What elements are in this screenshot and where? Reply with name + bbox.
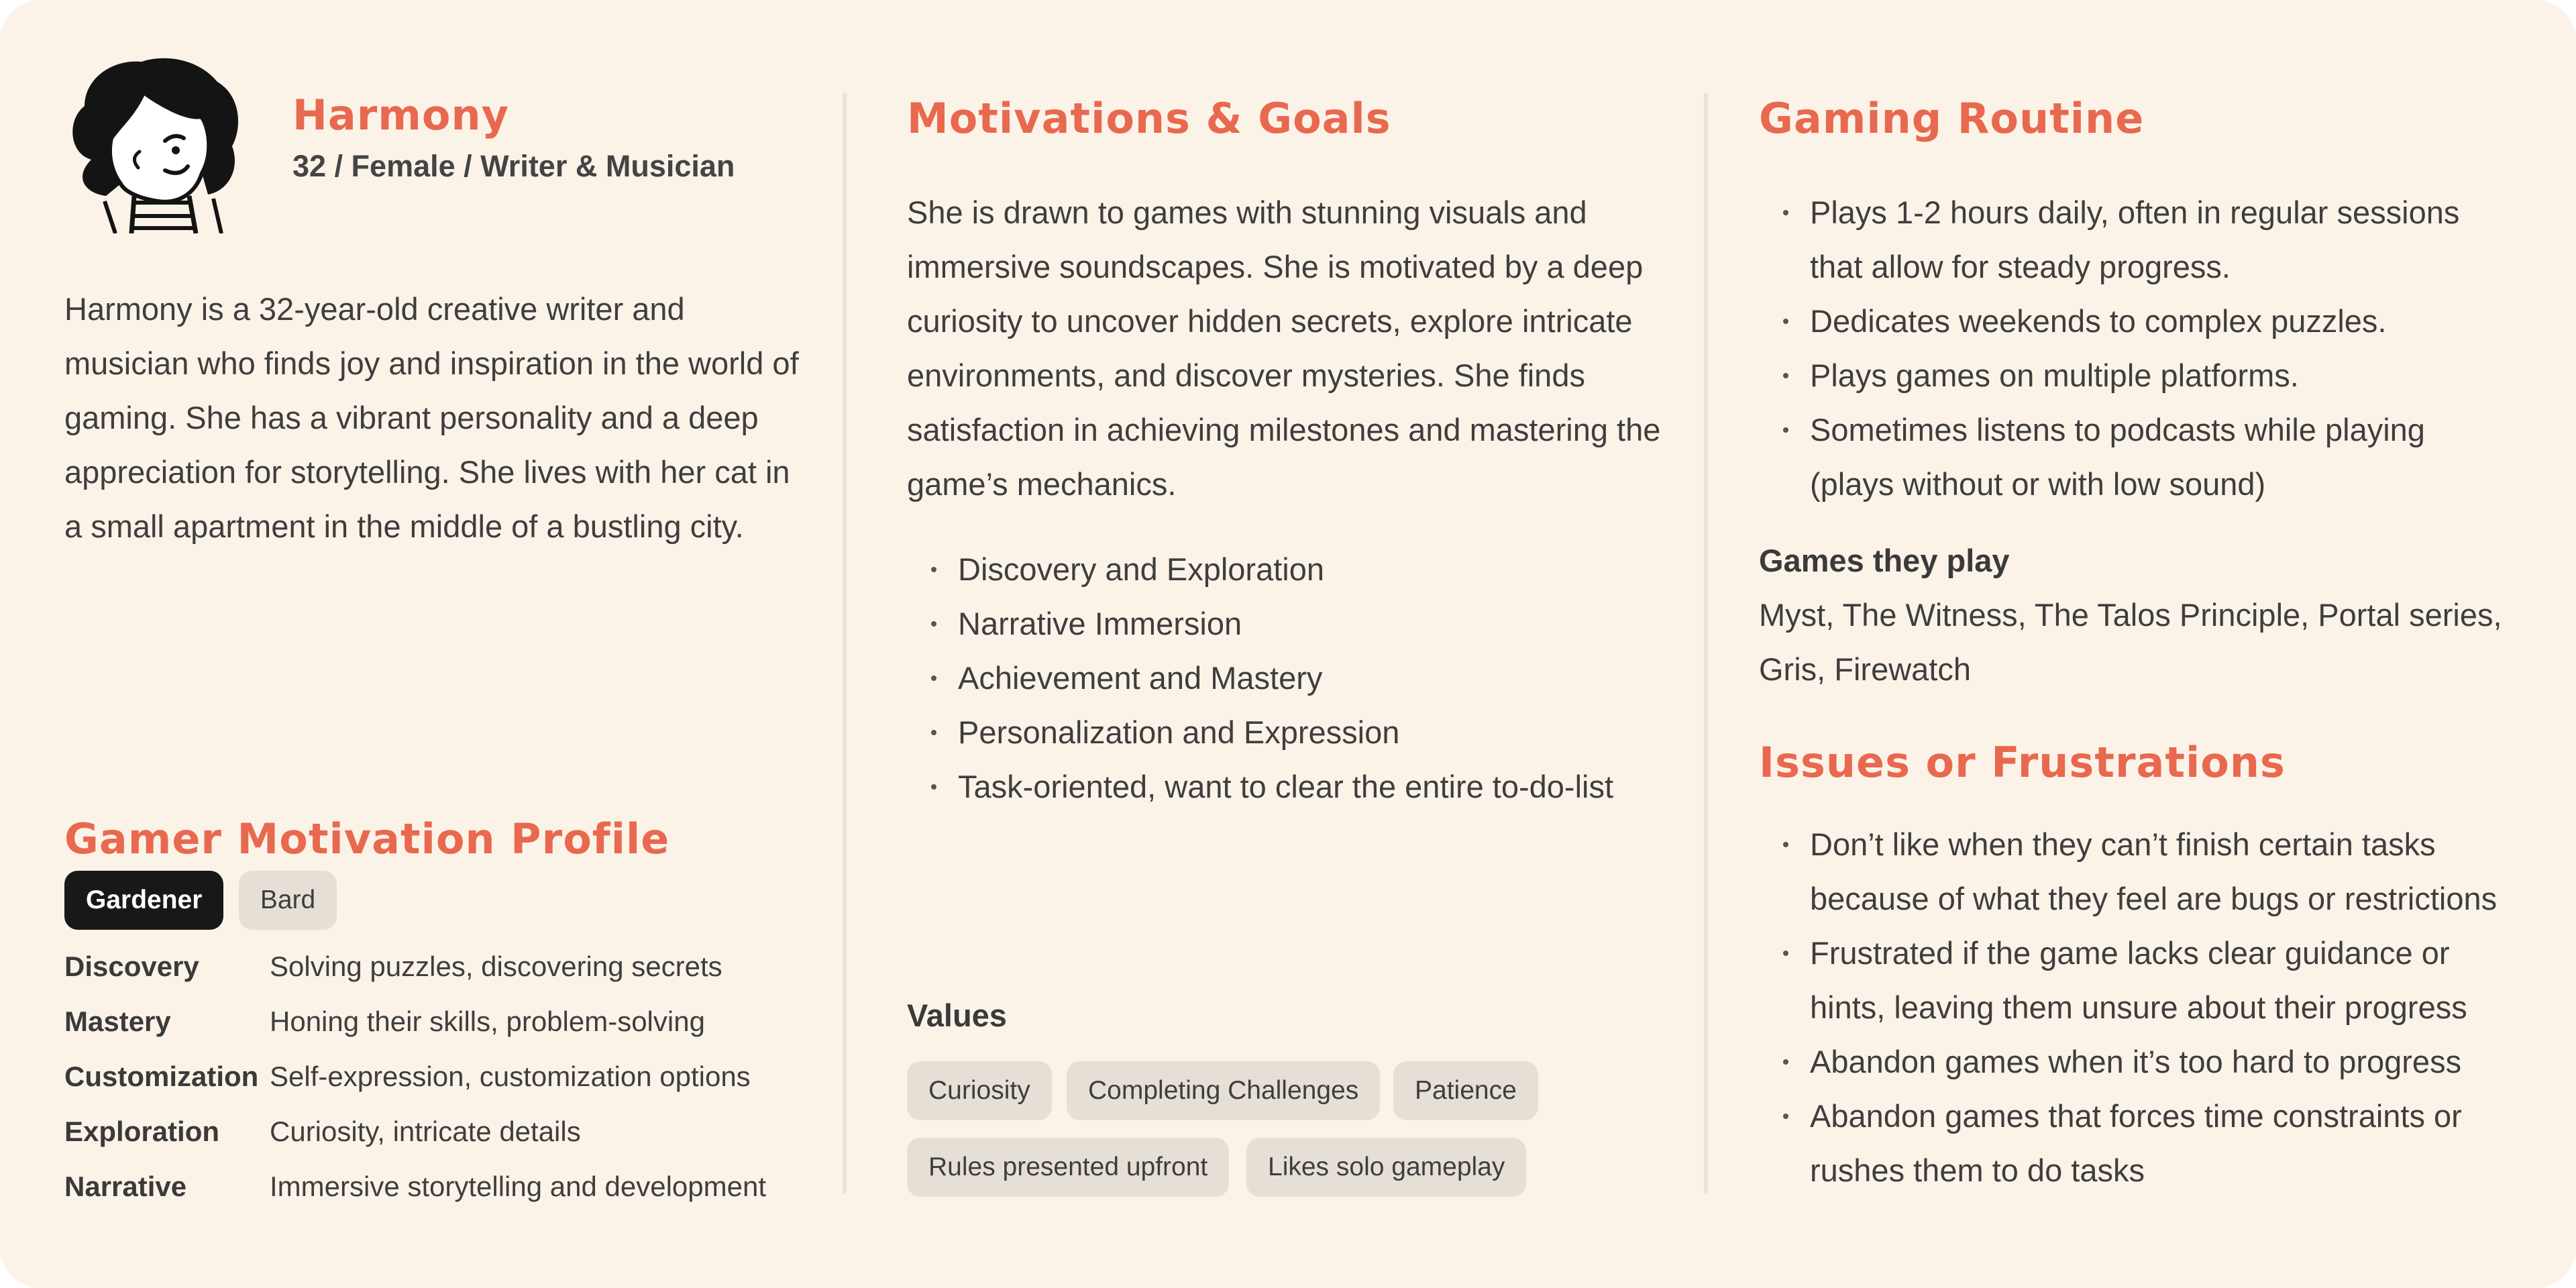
profile-row — [64, 994, 816, 1049]
motivations-list — [907, 542, 1678, 814]
values-title: Values — [907, 998, 1007, 1033]
gamer-profile-table — [64, 939, 816, 1214]
value-chip: Patience — [1393, 1061, 1538, 1120]
persona-subtitle: 32 / Female / Writer & Musician — [292, 149, 735, 183]
motivations-title: Motivations & Goals — [907, 94, 1391, 143]
gamer-profile-tags — [64, 871, 337, 930]
issues-title: Issues or Frustrations — [1759, 738, 2286, 787]
list-item: Discovery and Exploration — [907, 542, 1678, 596]
profile-row — [64, 1049, 816, 1104]
list-item: Narrative Immersion — [907, 596, 1678, 651]
routine-list — [1759, 185, 2517, 511]
list-item: Personalization and Expression — [907, 705, 1678, 759]
profile-row — [64, 1159, 816, 1214]
profile-value: Honing their skills, problem-solving — [270, 1006, 705, 1037]
value-chip: Curiosity — [907, 1061, 1052, 1120]
profile-key: Discovery — [64, 951, 199, 982]
column-divider — [843, 93, 847, 1194]
list-item: Abandon games when it’s too hard to progress — [1759, 1034, 2517, 1089]
list-item: Achievement and Mastery — [907, 651, 1678, 705]
gamer-profile-title: Gamer Motivation Profile — [64, 814, 670, 863]
list-item: Dedicates weekends to complex puzzles. — [1759, 294, 2517, 348]
profile-value: Curiosity, intricate details — [270, 1116, 581, 1147]
persona-name: Harmony — [292, 91, 510, 140]
routine-title: Gaming Routine — [1759, 94, 2145, 143]
profile-value: Solving puzzles, discovering secrets — [270, 951, 722, 982]
issues-list — [1759, 817, 2517, 1197]
list-item: Don’t like when they can’t finish certain tasks because of what they feel are bugs or restrictions — [1759, 817, 2517, 926]
games-text: Myst, The Witness, The Talos Principle, Portal series, Gris, Firewatch — [1759, 597, 2502, 687]
value-chip: Completing Challenges — [1067, 1061, 1380, 1120]
profile-value: Immersive storytelling and development — [270, 1171, 767, 1202]
tag-bard: Bard — [239, 871, 337, 930]
avatar — [64, 52, 246, 233]
profile-key: Customization — [64, 1061, 259, 1092]
profile-key: Mastery — [64, 1006, 171, 1037]
value-chip: Rules presented upfront — [907, 1138, 1229, 1197]
persona-bio: Harmony is a 32-year-old creative writer and musician who finds joy and inspiration in the world of gaming. She has a vibrant personality and a deep appreciation for storytelling. She lives with her cat in a small apartment in the middle of a bustling city. — [64, 291, 799, 544]
profile-key: Exploration — [64, 1116, 220, 1147]
motivations-text: She is drawn to games with stunning visuals and immersive soundscapes. She is motivated by a deep curiosity to uncover hidden secrets, explore intricate environments, and discover mysteries. She finds satisfaction in achieving milestones and mastering the game’s mechanics. — [907, 195, 1661, 502]
profile-row — [64, 939, 816, 994]
profile-key: Narrative — [64, 1171, 187, 1202]
woman-curly-hair-avatar-icon — [64, 52, 246, 233]
profile-row — [64, 1104, 816, 1159]
games-title: Games they play — [1759, 543, 2010, 578]
value-chip: Likes solo gameplay — [1246, 1138, 1526, 1197]
list-item: Plays games on multiple platforms. — [1759, 348, 2517, 402]
list-item: Abandon games that forces time constraints or rushes them to do tasks — [1759, 1089, 2517, 1197]
list-item: Sometimes listens to podcasts while playing (plays without or with low sound) — [1759, 402, 2517, 511]
list-item: Plays 1-2 hours daily, often in regular sessions that allow for steady progress. — [1759, 185, 2517, 294]
list-item: Frustrated if the game lacks clear guidance or hints, leaving them unsure about their progress — [1759, 926, 2517, 1034]
tag-gardener: Gardener — [64, 871, 223, 930]
list-item: Task-oriented, want to clear the entire to-do-list — [907, 759, 1678, 814]
profile-value: Self-expression, customization options — [270, 1061, 751, 1092]
column-divider — [1704, 93, 1708, 1194]
